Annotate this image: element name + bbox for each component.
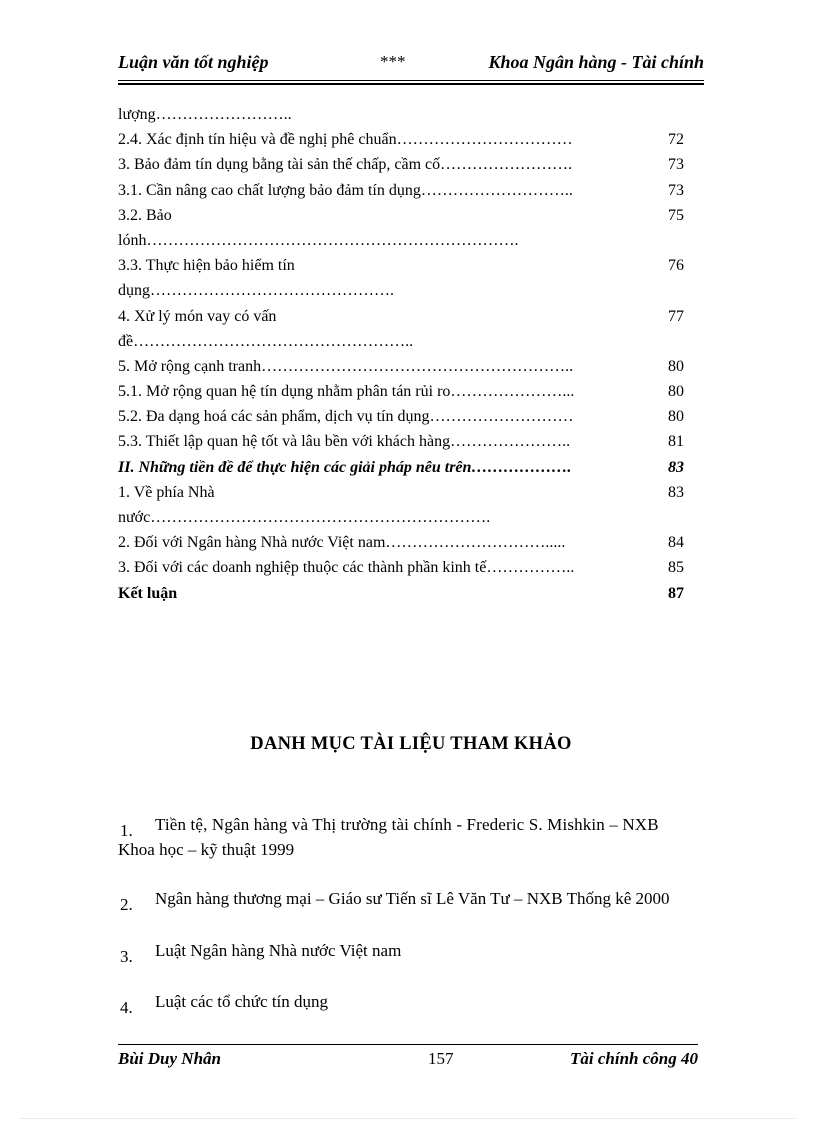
toc-entry <box>118 404 688 429</box>
toc-entry <box>118 102 688 127</box>
toc-entry-page: 83 <box>668 458 684 476</box>
toc-entry-page: 83 <box>668 483 684 501</box>
toc-entry <box>118 329 688 354</box>
reference-number: 1. <box>120 821 133 840</box>
reference-text-line: Tiền tệ, Ngân hàng và Thị trường tài chính - Frederic S. Mishkin – NXB <box>155 815 659 834</box>
header-center: *** <box>380 52 406 71</box>
toc-entry <box>118 530 688 555</box>
toc-entry <box>118 278 688 303</box>
toc-entry-page: 80 <box>668 357 684 375</box>
reference-number: 2. <box>120 895 133 914</box>
toc-entry-page: 77 <box>668 307 684 325</box>
toc-entry <box>118 253 688 278</box>
reference-text-continued: Khoa học – kỹ thuật 1999 <box>118 840 295 859</box>
toc-entry-title: 5. Mở rộng cạnh tranh………………………………………………….. <box>118 357 574 375</box>
toc-entry-page: 76 <box>668 257 684 275</box>
table-of-contents <box>118 102 688 606</box>
page-header <box>118 52 704 78</box>
toc-entry <box>118 354 688 379</box>
reference-number: 3. <box>120 947 133 966</box>
toc-entry-title: 3.2. Bảo <box>118 206 172 224</box>
reference-text <box>118 812 740 837</box>
toc-entry-title: 2. Đối với Ngân hàng Nhà nước Việt nam…………………………..... <box>118 534 566 552</box>
toc-entry <box>118 178 688 203</box>
toc-entry-page: 72 <box>668 131 684 149</box>
reference-item <box>118 989 740 1017</box>
toc-entry-title: 3. Đối với các doanh nghiệp thuộc các thành phần kinh tế…………….. <box>118 559 575 577</box>
toc-entry <box>118 555 688 580</box>
toc-entry <box>118 228 688 253</box>
toc-entry-page: 75 <box>668 206 684 224</box>
toc-entry <box>118 203 688 228</box>
toc-entry-title: Kết luận <box>118 584 178 602</box>
toc-entry-title: 3.1. Cần nâng cao chất lượng bảo đảm tín dụng……………………….. <box>118 181 573 199</box>
toc-entry-page: 87 <box>668 584 684 602</box>
page-footer <box>118 1049 698 1073</box>
toc-entry-title: nước………………………………………………………. <box>118 509 491 526</box>
footer-right: Tài chính công 40 <box>570 1049 698 1068</box>
toc-entry-page: 73 <box>668 181 684 199</box>
toc-entry-title: lượng…………………….. <box>118 106 292 123</box>
toc-entry-title: 4. Xử lý món vay có vấn <box>118 307 277 325</box>
toc-entry-page: 81 <box>668 433 684 451</box>
footer-rule <box>118 1044 698 1045</box>
toc-entry <box>118 152 688 177</box>
toc-entry <box>118 127 688 152</box>
toc-entry <box>118 429 688 454</box>
header-right: Khoa Ngân hàng - Tài chính <box>488 52 704 72</box>
toc-entry-title: 1. Về phía Nhà <box>118 483 215 501</box>
reference-text: Luật các tổ chức tín dụng <box>155 992 329 1011</box>
reference-item <box>118 812 740 862</box>
toc-entry-page: 80 <box>668 408 684 426</box>
toc-entry <box>118 505 688 530</box>
header-rule-thick <box>118 83 704 85</box>
toc-entry <box>118 480 688 505</box>
toc-entry-title: lónh……………………………………………………………. <box>118 231 519 249</box>
toc-entry <box>118 455 688 480</box>
toc-entry-title: 3. Bảo đảm tín dụng bằng tài sản thế chấp, cầm cố……………………. <box>118 156 573 174</box>
toc-entry-page: 80 <box>668 383 684 401</box>
toc-entry-page: 73 <box>668 156 684 174</box>
page-number: 157 <box>428 1049 454 1068</box>
toc-entry-title: 3.3. Thực hiện bảo hiểm tín <box>118 257 295 275</box>
header-left: Luận văn tốt nghiệp <box>118 52 269 72</box>
toc-entry-title: 5.3. Thiết lập quan hệ tốt và lâu bền với khách hàng………………….. <box>118 433 571 451</box>
toc-entry <box>118 581 688 606</box>
toc-entry-page: 84 <box>668 534 684 552</box>
toc-entry-title: 5.2. Đa dạng hoá các sản phẩm, dịch vụ tín dụng……………………… <box>118 408 574 426</box>
footer-left: Bùi Duy Nhân <box>118 1049 221 1068</box>
reference-item <box>118 938 740 966</box>
page-edge <box>20 1118 796 1119</box>
toc-entry <box>118 304 688 329</box>
toc-entry-title: dụng………………………………………. <box>118 282 394 300</box>
toc-entry <box>118 379 688 404</box>
reference-text: Luật Ngân hàng Nhà nước Việt nam <box>155 941 402 960</box>
toc-entry-page: 85 <box>668 559 684 577</box>
toc-entry-title: đề…………………………………………….. <box>118 332 414 350</box>
header-rule <box>118 80 704 81</box>
reference-text: Ngân hàng thương mại – Giáo sư Tiến sĩ Lê Văn Tư – NXB Thống kê 2000 <box>155 889 670 908</box>
toc-entry-title: 2.4. Xác định tín hiệu và đề nghị phê chuẩn…………………………… <box>118 131 573 149</box>
toc-entry-title: 5.1. Mở rộng quan hệ tín dụng nhằm phân tán rủi ro…………………... <box>118 383 575 401</box>
references-title: DANH MỤC TÀI LIỆU THAM KHẢO <box>250 734 572 754</box>
reference-item <box>118 886 740 914</box>
toc-entry-title: II. Những tiền đề để thực hiện các giải pháp nêu trên………………. <box>118 458 572 476</box>
reference-number: 4. <box>120 998 133 1017</box>
